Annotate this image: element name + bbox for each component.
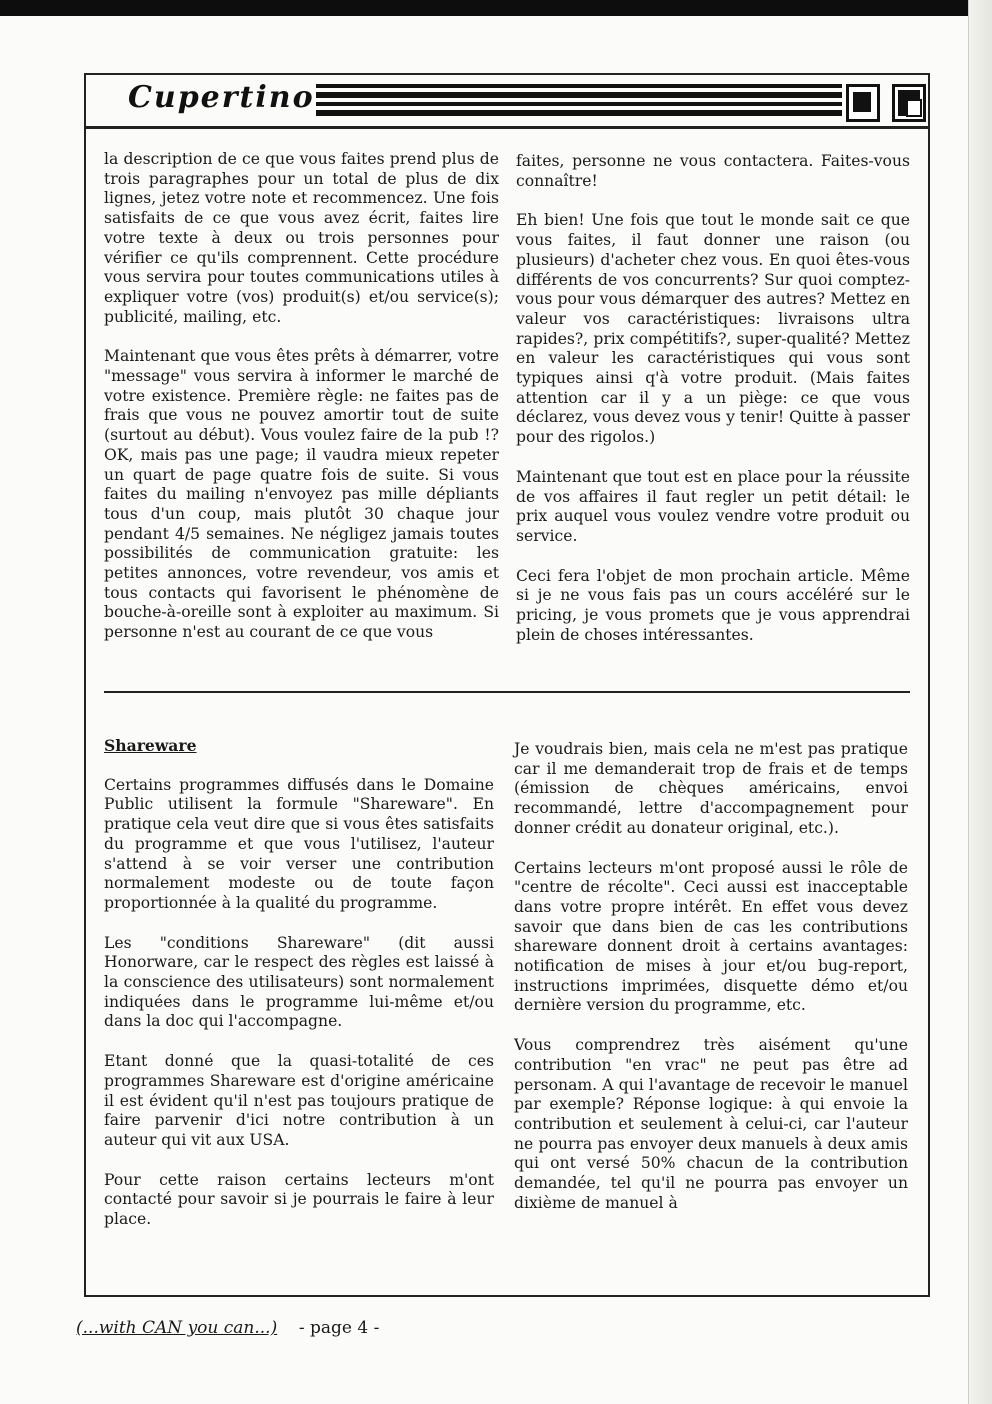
footer-slogan: (...with CAN you can...) [76,1318,278,1338]
window-logo-icon-2 [892,84,926,122]
section-heading: Shareware [104,736,197,755]
paragraph: Maintenant que tout est en place pour la réussite de vos affaires il faut regler un petit détail: le prix auquel vous voulez vendre votre produit ou service. [516,467,910,545]
scan-top-edge [0,0,992,16]
paragraph: la description de ce que vous faites prend plus de trois paragraphes pour un total de plus de dix lignes, jetez votre note et recommencez. Une fois satisfaits de ce que vous avez écrit, faites lire votre texte à deux ou trois personnes pour vérifier ce qu'ils comprennent. Cette procédure vous servira pour toutes communications utiles à expliquer votre (vos) produit(s) et/ou service(s); publicité, mailing, etc. [104,150,499,326]
magazine-title: Cupertino [128,80,315,115]
paragraph: Certains programmes diffusés dans le Domaine Public utilisent la formule "Shareware". En pratique cela veut dire que si vous êtes satisfaits du programme et que vous l'utilisez, l'auteur s'attend à se voir verser une contribution normalement modeste ou de toute façon proportionnée à la qualité du programme. [104,775,494,912]
shareware-right-column [514,740,908,1213]
paragraph: Ceci fera l'objet de mon prochain article. Même si je ne vous fais pas un cours accéléré sur le pricing, je vous promets que je vous apprendrai plein de choses intéressantes. [516,566,910,644]
paragraph: Je voudrais bien, mais cela ne m'est pas pratique car il me demanderait trop de frais et de temps (émission de chèques américains, envoi recommandé, lettre d'accompagnement pour donner crédit au donateur original, etc.). [514,740,908,837]
paragraph: Certains lecteurs m'ont proposé aussi le rôle de "centre de récolte". Ceci aussi est inacceptable dans votre propre intérêt. En effet vous devez savoir que dans bien de cas les contributions shareware donnent droit à certains avantages: notification de mises à jour et/ou bug-report, instructions imprimées, disquette démo et/ou dernière version du programme, etc. [514,858,908,1015]
page-number: - page 4 - [298,1318,380,1338]
shareware-left-column [104,736,494,1230]
scan-right-edge [968,0,992,1404]
paragraph: Les "conditions Shareware" (dit aussi Honorware, car le respect des règles est laissé à la conscience des utilisateurs) sont normalement indiquées dans le programme lui-même et/ou dans la doc qui l'accompagne. [104,933,494,1031]
upper-right-column [516,152,910,645]
paragraph: Eh bien! Une fois que tout le monde sait ce que vous faites, il faut donner une raison (ou plusieurs) d'acheter chez vous. En quoi êtes-vous différents de vos concurrents? Sur quoi comptez-vous pour vous démarquer des autres? Mettez en valeur vos caractéristiques: livraisons ultra rapides?, prix compétitifs?, super-qualité? Mettez en valeur les caractéristiques qui vous sont typiques ainsi q'à votre produit. (Mais faites attention car il y a un piège: ce que vous déclarez, vous devez vous y tenir! Quitte à passer pour des rigolos.) [516,211,910,447]
header-stripes [316,84,842,120]
paragraph: faites, personne ne vous contactera. Faites-vous connaître! [516,152,910,190]
paragraph: Pour cette raison certains lecteurs m'ont contacté pour savoir si je pourrais le faire à leur place. [104,1170,494,1229]
page-footer [76,1318,379,1338]
section-divider [104,691,910,693]
paragraph: Vous comprendrez très aisément qu'une contribution "en vrac" ne peut pas être ad personam. A qui l'avantage de recevoir le manuel par exemple? Réponse logique: à qui envoie la contribution et seulement à celui-ci, car l'auteur ne pourra pas envoyer deux manuels à deux amis qui ont versé 50% chacun de la contribution demandée, tel qu'il ne pourra pas envoyer un dixième de manuel à [514,1036,908,1212]
upper-left-column [104,150,499,643]
paragraph: Etant donné que la quasi-totalité de ces programmes Shareware est d'origine américaine il est évident qu'il n'est pas toujours pratique de faire parvenir d'ici notre contribution à un auteur qui vit aux USA. [104,1052,494,1149]
window-logo-icon [846,84,880,122]
paragraph: Maintenant que vous êtes prêts à démarrer, votre "message" vous servira à informer le marché de votre existence. Première règle: ne faites pas de frais que vous ne pouvez amortir tout de suite (surtout au début). Vous voulez faire de la pub !? OK, mais pas une page; il vaudra mieux repeter un quart de page quatre fois de suite. Si vous faites du mailing n'envoyez pas mille dépliants tous d'un coup, mais plutôt 30 chaque jour pendant 4/5 semaines. Ne négligez jamais toutes possibilités de communication gratuite: les petites annonces, votre revendeur, vos amis et tous contacts qui favorisent le phénomène de bouche-à-oreille sont à exploiter au maximum. Si personne n'est au courant de ce que vous [104,347,499,642]
